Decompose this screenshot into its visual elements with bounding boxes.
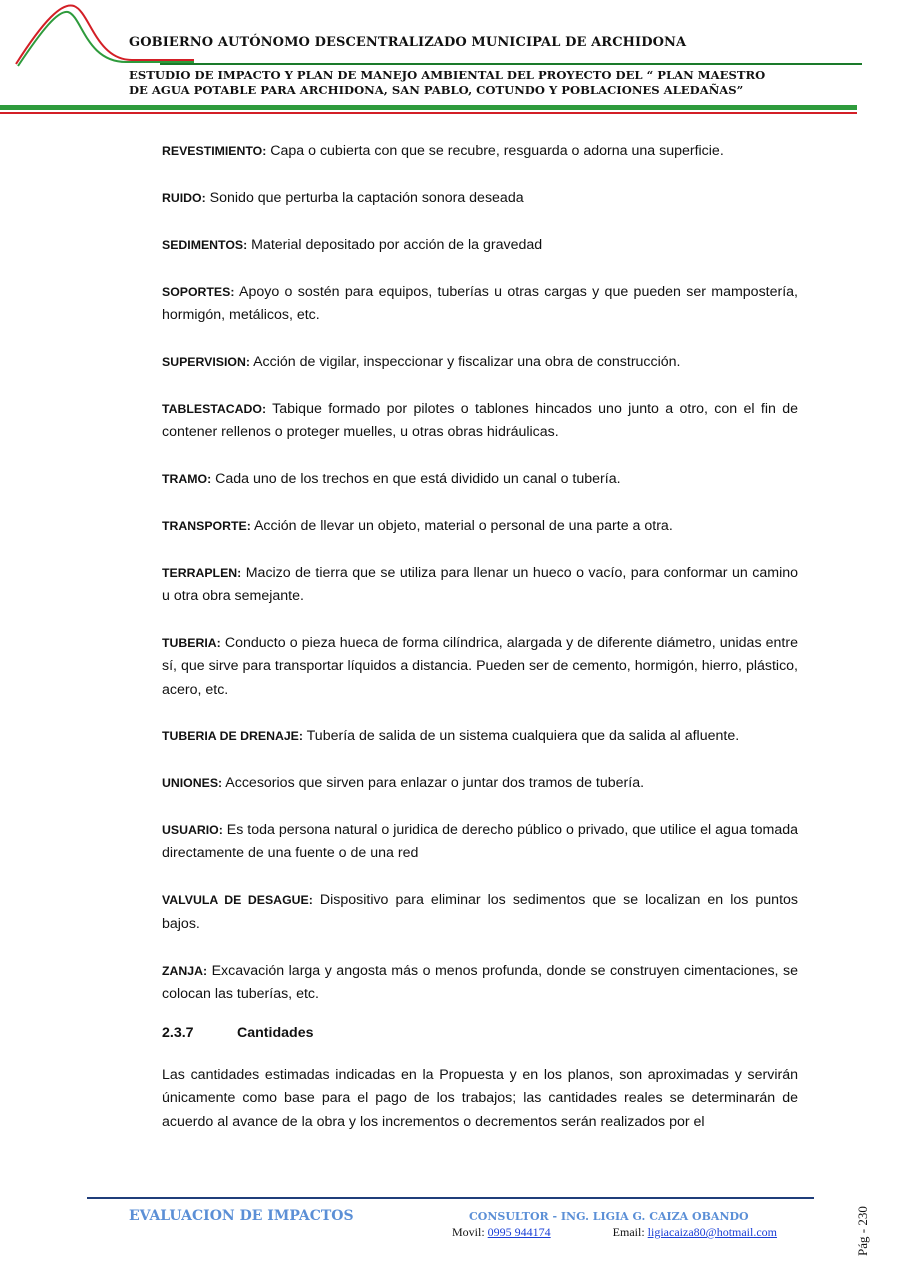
header-subtitle-line-2: DE AGUA POTABLE PARA ARCHIDONA, SAN PABLO, COTUNDO Y POBLACIONES ALEDAÑAS” [129,83,744,97]
definition-valvula-de-desague [162,889,798,936]
definition-zanja [162,960,798,1007]
definition-term: TERRAPLEN: [162,565,242,580]
section-heading [162,1022,798,1045]
definition-supervision [162,351,798,374]
definition-uniones [162,772,798,795]
definition-text: Cada uno de los trechos en que está dividido un canal o tubería. [211,470,621,487]
definition-terraplen [162,562,798,609]
header-subtitle-line-1: ESTUDIO DE IMPACTO Y PLAN DE MANEJO AMBIENTAL DEL PROYECTO DEL “ PLAN MAESTRO [129,68,766,82]
definition-text: Tubería de salida de un sistema cualquiera que da salida al afluente. [302,728,740,745]
definition-sedimentos [162,234,798,257]
page-number: Pág - 230 [855,1206,870,1256]
definition-usuario [162,819,798,866]
movil-label: Movil: [452,1225,488,1239]
definition-text: Tabique formado por pilotes o tablones hincados uno junto a otro, con el fin de contener rellenos o proteger muelles, u otras obras hidráulicas. [162,400,798,441]
definition-term: VALVULA DE DESAGUE: [162,893,313,908]
definition-term: TRANSPORTE: [162,518,251,533]
definition-text: Sonido que perturba la captación sonora deseada [205,189,524,206]
definition-text: Apoyo o sostén para equipos, tuberías u otras cargas y que pueden ser mampostería, hormigón, metálicos, etc. [162,283,798,323]
section-title: Cantidades [237,1024,314,1041]
definition-term: ZANJA: [162,963,208,978]
footer-consultant: CONSULTOR - ING. LIGIA G. CAIZA OBANDO [469,1210,749,1223]
definition-term: RUIDO: [162,190,206,205]
definition-term: SOPORTES: [162,284,235,299]
section-number: 2.3.7 [162,1024,194,1041]
footer-section-title: EVALUACION DE IMPACTOS [129,1208,354,1224]
header-title: GOBIERNO AUTÓNOMO DESCENTRALIZADO MUNICIPAL DE ARCHIDONA [129,35,687,50]
definition-term: UNIONES: [162,776,223,791]
header-divider [160,63,862,65]
definition-tuberia [162,632,798,702]
header-band-red [0,112,857,114]
email-label: Email: [612,1225,648,1239]
definition-tramo [162,468,798,491]
definition-text: Excavación larga y angosta más o menos profunda, donde se construyen cimentaciones, se colocan las tuberías, etc. [162,962,798,1002]
definition-text: Acción de vigilar, inspeccionar y fiscalizar una obra de construcción. [249,353,681,370]
footer-divider [87,1197,814,1199]
header-band-green [0,105,857,110]
definition-text: Accesorios que sirven para enlazar o juntar dos tramos de tubería. [222,775,645,792]
phone-link[interactable]: 0995 944174 [487,1225,551,1239]
definition-term: REVESTIMIENTO: [162,144,267,158]
definition-term: SUPERVISION: [162,354,250,369]
definition-ruido [162,187,798,210]
definition-text: Dispositivo para eliminar los sedimentos que se localizan en los puntos bajos. [162,892,798,932]
definition-text: Conducto o pieza hueca de forma cilíndrica, alargada y de diferente diámetro, unidas entre sí, que sirve para transportar líquidos a distancia. Pueden ser de cemento, hormigón, hierro, plástico, acero, etc. [162,634,798,698]
definition-text: Acción de llevar un objeto, material o personal de una parte a otra. [250,517,673,534]
definition-revestimiento [162,140,798,163]
definition-tuberia-de-drenaje [162,725,798,748]
definition-transporte [162,515,798,538]
definition-term: TABLESTACADO: [162,401,267,416]
definition-term: TRAMO: [162,471,212,486]
document-body [162,140,798,1134]
footer-contact [452,1225,777,1240]
definition-tablestacado [162,398,798,445]
definition-text: Material depositado por acción de la gravedad [247,236,543,253]
definition-term: USUARIO: [162,823,223,838]
definition-soportes [162,281,798,328]
definition-text: Macizo de tierra que se utiliza para llenar un hueco o vacío, para conformar un camino u otra obra semejante. [162,564,798,605]
email-link[interactable]: ligiacaiza80@hotmail.com [647,1225,778,1239]
definition-term: SEDIMENTOS: [162,237,248,252]
definition-term: TUBERIA DE DRENAJE: [162,729,303,744]
definition-text: Capa o cubierta con que se recubre, resguarda o adorna una superficie. [266,143,724,159]
header-subtitle [129,68,765,98]
definition-term: TUBERIA: [162,635,221,650]
section-paragraph: Las cantidades estimadas indicadas en la Propuesta y en los planos, son aproximadas y servirán únicamente como base para el pago de los trabajos; las cantidades reales se determinarán de acuerdo al avance de la obra y los incrementos o decrementos serán realizados por el [162,1067,798,1130]
definition-text: Es toda persona natural o juridica de derecho público o privado, que utilice el agua tomada directamente de una fuente o de una red [162,822,798,862]
